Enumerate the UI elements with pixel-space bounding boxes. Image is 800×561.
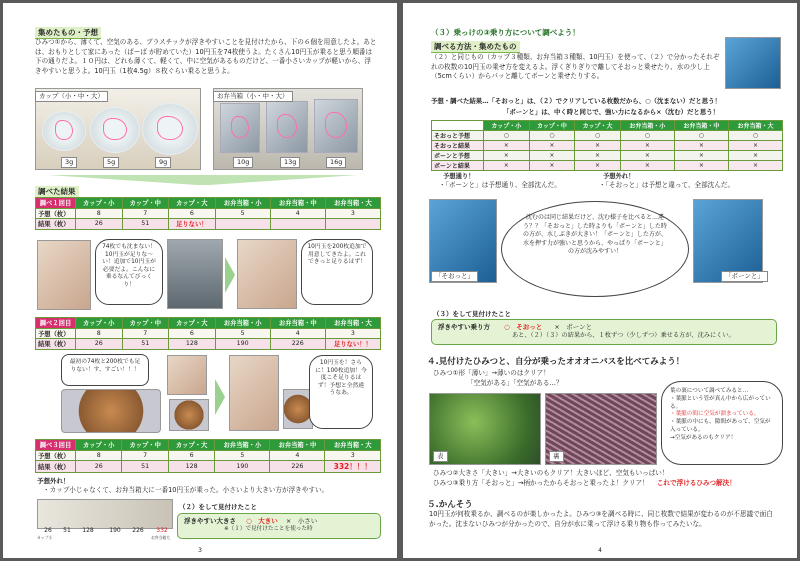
subsection-title: （２）をして見付けたこと [179,503,257,511]
col-header: カップ・大 [169,198,216,209]
col-header: カップ・小 [484,121,530,131]
table-cell: ○ [529,131,575,141]
table-cell: 190 [215,339,270,350]
table-cell: 51 [122,339,169,350]
cup-medium [90,107,140,153]
secret-2: ひみつ②大きさ「大きい」→大きいのもクリア！大きいほど、空気もいっぱい！ [433,469,669,477]
finding-label: 浮きやすい乗り方 [438,323,490,331]
table-cell: 足りない！ [169,219,216,230]
leaf-info-bubble [661,381,783,465]
col-header: カップ・中 [122,198,169,209]
tray-small [220,103,260,153]
cup-small [42,111,86,151]
table-cell: × [484,151,530,161]
table-cell: 8 [76,328,123,339]
col-header: カップ・小 [76,198,123,209]
table-cell: ○ [484,131,530,141]
weight-label: 10g [233,157,253,168]
table-cell: × [484,141,530,151]
tray-large [314,99,358,153]
table-cell: 4 [270,328,325,339]
finding-good: ○ そおっと [504,323,543,331]
secret-3 [433,479,736,489]
col-header: お弁当箱・小 [215,318,270,329]
col-header: お弁当箱・小 [215,440,270,451]
table-cell: 足りない！！ [325,339,380,350]
page-3 [3,3,397,558]
strip-number: 51 [63,527,71,534]
table-cell: × [529,161,575,171]
arrow-right-icon [215,379,225,415]
table-cell: 51 [122,461,168,473]
bon-label: 「ボーンと」 [721,271,768,282]
section-4-title: ４.見付けたひみつと、自分が乗ったオオオニバスを比べてみよう！ [427,357,685,367]
table-cell: 3 [325,450,381,461]
table-cell: 226 [270,461,325,473]
subsection-title: （３）をして見付けたこと [433,310,511,318]
col-header: お弁当箱・小 [620,121,674,131]
secret-3-text: ひみつ③乗り方「そおっと」→柄かったからそおっと乗ったよ！クリア！ [433,479,649,487]
finding-label: 浮きやすい大きさ [184,517,236,525]
col-header: カップ・大 [575,121,621,131]
col-header: カップ・中 [529,121,575,131]
secret-1: ひみつ①形「薄い」→薄いのはクリア！ [433,369,550,377]
row-label: 結果（枚） [36,461,76,473]
predict-heading: 予想・調べた結果…「そおっと」は、（２）でクリアしている枚数だから、○（沈まない）だと思う！ [431,97,721,105]
table-cell: 6 [169,208,216,219]
row-label: そおっと予想 [432,131,484,141]
row-label: 予想（枚） [36,450,76,461]
tray-medium [266,101,308,153]
table-cell: 7 [122,208,169,219]
subsection-title: （３）乗っけの③乗り方について調べよう！ [431,28,580,37]
finding-bad: × ボーンと [554,323,593,331]
table-cell: 5 [215,450,270,461]
speech-bubble: 10円玉を！さらに！100枚追加！今度こそ足りるはず！予想と全然違うなあ。 [309,355,373,429]
strip-number: 226 [132,527,144,534]
child-photo [237,239,297,309]
secret-1b: 「空気がある」「空気がある…？ [467,379,563,387]
col-header: カップ・小 [76,318,123,329]
table-cell [215,219,270,230]
info-line: →空気があるのもクリア！ [670,434,737,441]
table-cell: 3 [325,328,380,339]
conclusion-text: ・カップ小じゃなくて、お弁当箱大に一番10円玉が乗った。小さいより大きい方が浮きやすい。 [43,486,329,494]
table-cell: ○ [674,131,728,141]
table-cell: 6 [169,328,216,339]
table-cell: × [529,141,575,151]
finding-note: ※（１）で見付けたことを使った時 [224,526,313,532]
flow-arrow [48,175,358,185]
info-line: ・葉脈の間に空気が溜まっている。 [670,411,760,418]
table-cell: ○ [728,131,782,141]
table-cell: × [674,161,728,171]
table-cell: 5 [215,328,270,339]
weight-label: 9g [155,157,171,168]
miss-label: 予想外れ！ [37,477,70,485]
table-cell: × [575,161,621,171]
results-table-2 [35,317,381,350]
cup-large [142,103,198,155]
col-header: カップ・大 [168,440,214,451]
strip-caption: カップ小 [37,535,53,540]
table-cell: 26 [76,461,122,473]
table-cell: × [620,161,674,171]
intro-text: ひみつ①から、薄くて、空気のある、プラスチックが浮きやすいことを見付けたから、下の６個を用意したよ。あとは、おもりとして家にあった（ばーば が貯めていた）10円玉を74枚使うよ。たくさん10円玉が乗ると思う順番は下の通りだよ。１０円は、どれも薄くて、軽くて、中に空気があるものだけど、一番小さいカップが軽いから、浮きやすいと思うよ。10円玉（1枚4.5g）８枚ぐらい乗ると思うよ。 [35,38,377,75]
section-heading: 集めたもの・予想 [35,27,101,39]
finding-small: × 小さい [285,517,318,525]
info-line: ・葉脈の中にも、隙間があって、空気が入っている。 [670,419,771,433]
row-label: 結果（枚） [36,219,76,230]
table-cell: 26 [76,339,123,350]
tray-label: お弁当箱（小・中・大） [213,91,293,102]
miss-label: 予想外れ！ [603,173,635,180]
coins-bag-photo [167,239,223,309]
front-label: 表 [433,451,448,462]
table-cell: 8 [76,450,122,461]
strip-number: 332 [156,527,168,534]
table-cell: 51 [122,219,169,230]
row-label: ボーンと結果 [432,161,484,171]
table-cell: 26 [76,219,123,230]
finding-box [431,319,777,345]
predict-heading-2: 「ボーンと」は、中く時と同じで、強い力になるから×（沈む）だと思う！ [503,108,719,116]
lineup-photo [37,499,173,529]
weight-label: 5g [103,157,119,168]
col-header: お弁当箱・中 [674,121,728,131]
explanation-bubble: 沈むのは同じ結果だけど、沈む様子を比べると…違う？？「そおっと」した時よりも「ボーンと」した時の方が、水しぶきが大きい！「ボーンと」した方が、水を押す力が強いと思うから、やっぱり「ボーンと」の方が沈みやすい！ [501,201,689,297]
results-heading: 調べた結果 [35,186,79,198]
row-label: 結果（枚） [36,339,76,350]
table-cell: 3 [325,208,380,219]
table-cell: × [728,141,782,151]
ride-results-table [431,120,783,171]
coins-photo [169,399,209,431]
table-cell [325,219,380,230]
strip-number: 190 [109,527,121,534]
info-line: ・葉脈という管が真ん中から広がっている。 [670,395,771,410]
child-photo [167,355,207,395]
table-cell: 7 [122,328,169,339]
table-cell: 128 [168,461,214,473]
table-cell: 5 [215,208,270,219]
col-header: お弁当箱・中 [270,440,325,451]
method-text: （２）と同じもの（カップ３種類、お弁当箱３種類、10円玉）を使って、（２）で分かったそれぞれの枚数の10円玉の乗せ方を変えるよ。浮くぎりぎりで離してそおっと乗せたり、水の少し上（5cmくらい）からパッと離してボーンと乗せたりする。 [431,53,720,81]
table-cell: × [620,141,674,151]
table-cell: 332！！！ [325,461,381,473]
page-number: 3 [198,547,202,554]
col-header: お弁当箱・中 [270,198,325,209]
results-table-3 [35,439,381,473]
solved-text: これで浮けるひみつ解決！ [656,479,736,487]
table-cell [270,219,325,230]
col-header: お弁当箱・小 [215,198,270,209]
trial-badge: 調べ２回目 [36,318,76,329]
col-header: お弁当箱・大 [728,121,782,131]
child-water-photo [725,37,781,89]
weight-label: 16g [326,157,346,168]
table-cell: 4 [270,208,325,219]
strip-caption: お弁当箱大 [151,535,170,540]
table-cell: × [484,161,530,171]
tray-coins-photo [61,389,161,433]
strip-number: 128 [82,527,94,534]
results-table-1 [35,197,381,230]
table-cell: ○ [575,131,621,141]
strip-number: 26 [44,527,52,534]
table-cell: × [728,161,782,171]
table-cell: × [620,151,674,161]
speech-bubble: 最初の74枚と200枚でも足りない！す、すごい！！！ [61,354,149,386]
table-cell: × [529,151,575,161]
table-cell: × [728,151,782,161]
table-cell: 226 [270,339,325,350]
child-photo [37,240,91,310]
back-label: 裏 [549,451,564,462]
table-cell: 7 [122,450,168,461]
table-cell: × [674,151,728,161]
weight-label: 3g [61,157,77,168]
row-label: 予想（枚） [36,328,76,339]
note-2: ・「そおっと」は予想と違って、全部沈んだ。 [599,181,735,189]
page-number: 4 [598,547,602,554]
finding-note: あと、（２）（３）の結果から、１枚ずつ（少しずつ）乗せる方が、沈みにくい。 [512,332,735,339]
finding-big: ○ 大きい [246,517,278,525]
col-header: カップ・中 [122,440,168,451]
weight-label: 13g [280,157,300,168]
row-label: 予想（枚） [36,208,76,219]
col-header: お弁当箱・大 [325,440,381,451]
sotto-label: 「そおっと」 [431,271,478,282]
table-cell: 6 [168,450,214,461]
table-cell: 128 [169,339,216,350]
speech-bubble: 10円玉を200枚追加で用意してきたよ。これできっと足りるはず！ [301,239,373,305]
info-line: 葉の裏について調べてみると… [670,388,749,394]
trial-badge: 調べ３回目 [36,440,76,451]
cup-label: カップ（小・中・大） [35,91,108,102]
table-cell: 8 [76,208,123,219]
row-label: ボーンと予想 [432,151,484,161]
col-header: お弁当箱・大 [325,198,380,209]
col-header: お弁当箱・大 [325,318,380,329]
table-cell: 190 [215,461,270,473]
speech-bubble: 74枚でも沈まない！10円玉が足りな〜い！追加で10円玉が必要だよ。こんなに乗るなんてびっくり！ [95,239,163,305]
finding-box [177,513,381,539]
arrow-right-icon [225,257,235,293]
row-label: そおっと結果 [432,141,484,151]
col-header: お弁当箱・中 [270,318,325,329]
table-cell: × [575,141,621,151]
page-4 [403,3,797,558]
impression-text: 10円玉が何枚乗るか、調べるのが楽しかったよ。ひみつ③を調べる時に、同じ枚数で結果が変わるのが不思議で面白かった。沈まないひみつが分かったので、自分が水に乗って浮ける乗り物も作ってみたいな。 [429,510,773,528]
col-header: カップ・大 [169,318,216,329]
hit-label: 予想通り！ [443,173,475,180]
note-1: ・「ボーンと」は予想通り、全部沈んだ。 [439,181,561,189]
child-photo [229,355,279,431]
table-cell: × [575,151,621,161]
col-header: カップ・中 [122,318,169,329]
table-cell: × [674,141,728,151]
col-header: カップ・小 [76,440,122,451]
table-cell: ○ [620,131,674,141]
section-5-title: ５.かんそう [427,500,473,510]
table-cell: 4 [270,450,325,461]
trial-badge: 調べ１回目 [36,198,76,209]
method-heading: 調べる方法・集めたもの [431,41,520,53]
